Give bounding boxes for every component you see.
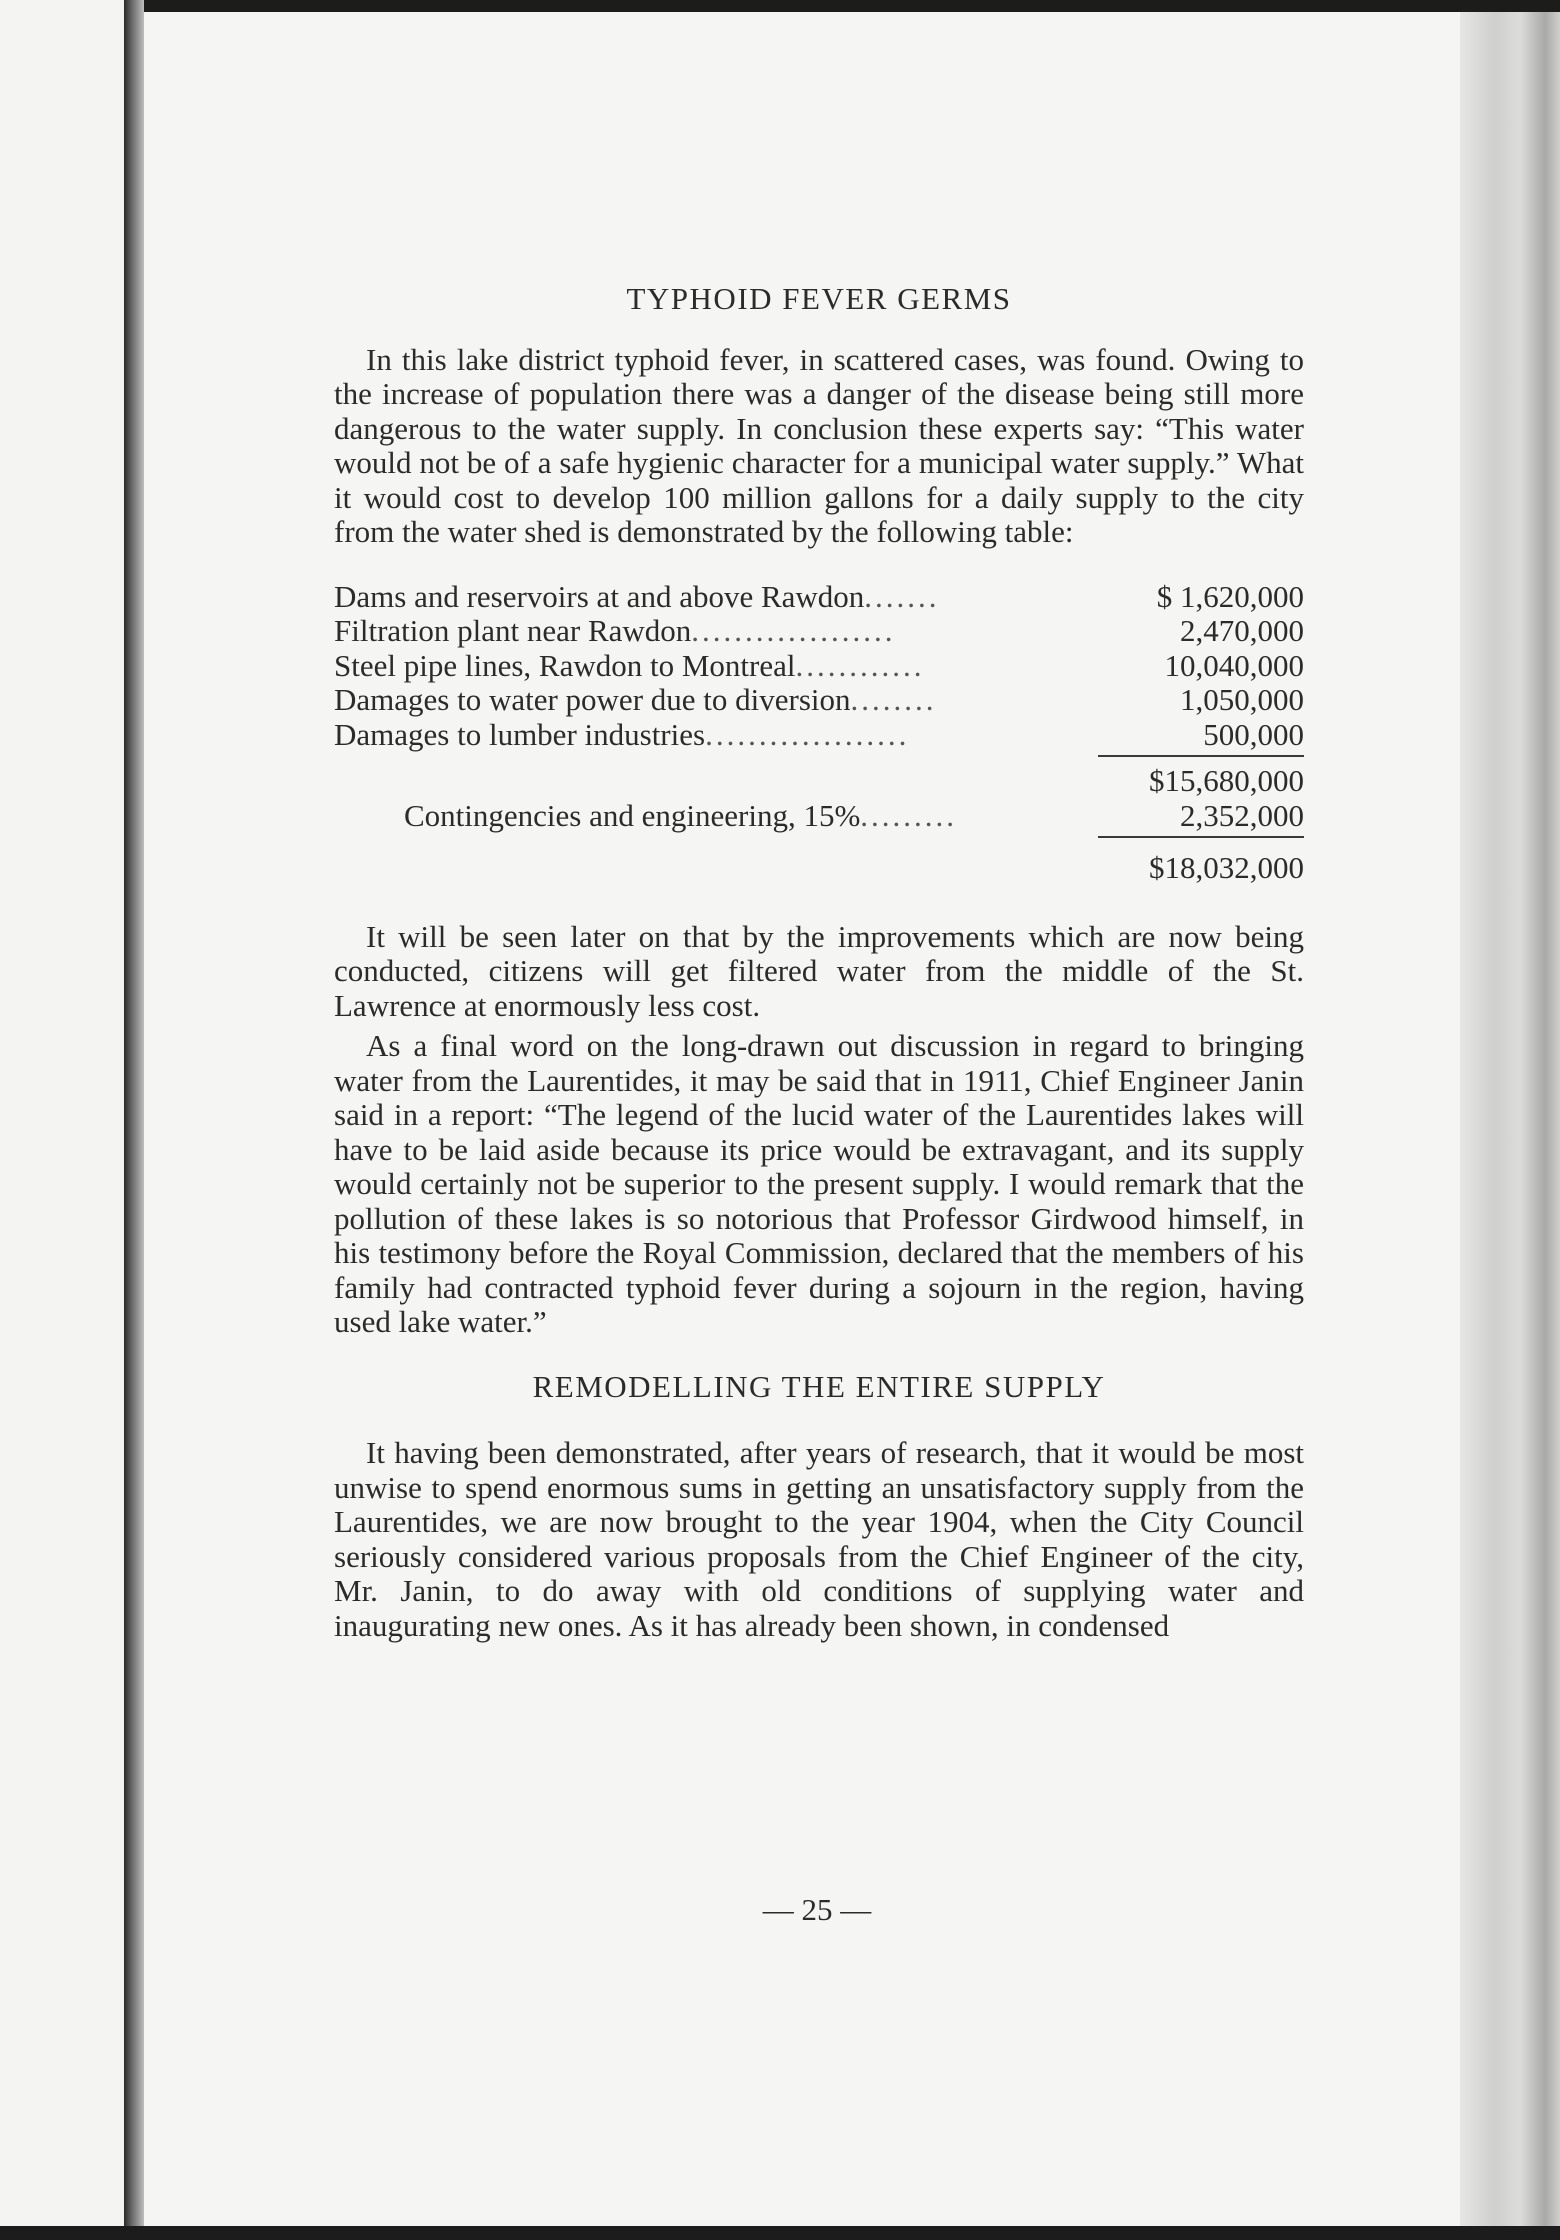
scan-top-border xyxy=(0,0,1560,12)
cost-item-label: Damages to water power due to diversion xyxy=(334,683,851,717)
leader-dots: ................... xyxy=(691,614,896,648)
cost-table xyxy=(334,580,1304,886)
subtotal-row xyxy=(334,764,1304,799)
contingencies-amount: 2,352,000 xyxy=(1180,797,1304,833)
cost-item-amount: 1,050,000 xyxy=(1180,682,1304,717)
cost-row xyxy=(334,614,1304,649)
section-heading-remodelling: REMODELLING THE ENTIRE SUPPLY xyxy=(532,1368,1106,1404)
cost-item-amount: 2,470,000 xyxy=(1180,613,1304,648)
subtotal-amount: $15,680,000 xyxy=(1149,763,1304,798)
leader-dots: ......... xyxy=(860,798,958,833)
cost-item-label: Dams and reservoirs at and above Rawdon xyxy=(334,579,865,614)
section-heading-typhoid: TYPHOID FEVER GERMS xyxy=(626,281,1012,316)
total-row xyxy=(334,851,1304,886)
total-rule-row xyxy=(334,833,1304,841)
page-number: — 25 — xyxy=(762,1892,872,1927)
cost-item-label: Steel pipe lines, Rawdon to Montreal xyxy=(334,648,796,683)
page-content xyxy=(334,282,1304,1643)
contingencies-row xyxy=(334,799,1304,834)
contingencies-label: Contingencies and engineering, 15% xyxy=(404,798,861,833)
leader-dots: ....... xyxy=(864,579,940,614)
leader-dots: ........ xyxy=(850,683,937,717)
total-amount: $18,032,000 xyxy=(1149,850,1304,885)
cost-item-amount: 500,000 xyxy=(1203,716,1304,752)
subtotal-rule-row xyxy=(334,752,1304,760)
cost-item-amount: $ 1,620,000 xyxy=(1156,578,1304,614)
total-rule xyxy=(1098,836,1304,838)
leader-dots: ................... xyxy=(705,717,910,752)
cost-item-amount: 10,040,000 xyxy=(1164,647,1304,683)
cost-row xyxy=(334,718,1304,753)
paragraph-improvements: It will be seen later on that by the improvements which are now being conducted, citizens will get filtered water from the middle of the St. Lawrence at enormously less cost. xyxy=(334,918,1304,1023)
cost-row xyxy=(334,580,1304,615)
scan-bottom-border xyxy=(0,2226,1560,2240)
leader-dots: ............ xyxy=(795,648,925,683)
facing-page-edge xyxy=(0,0,124,2240)
cost-item-label: Damages to lumber industries xyxy=(334,717,706,752)
paragraph-final-word: As a final word on the long-drawn out discussion in regard to bringing water from the Laurentides, it may be said that in 1911, Chief Engineer Janin said in a report: “The legend of the lucid water of the Laurentides lakes will have to be laid aside because its price would be extravagant, and its supply would certainly not be superior to the present supply. I would remark that the pollution of these lakes is so notorious that Professor Girdwood himself, in his testimony before the Royal Commission, declared that the members of his family had contracted typhoid fever during a sojourn in the region, having used lake water.” xyxy=(334,1028,1304,1339)
cost-item-label: Filtration plant near Rawdon xyxy=(334,614,692,648)
cost-row xyxy=(334,683,1304,718)
cost-row xyxy=(334,649,1304,684)
subtotal-rule xyxy=(1098,755,1304,757)
book-gutter xyxy=(124,0,144,2240)
paragraph-remodelling: It having been demonstrated, after years of research, that it would be most unwise to spend enormous sums in getting an unsatisfactory supply from the Laurentides, we are now brought to the year 1904, when the City Council seriously considered various proposals from the Chief Engineer of the city, Mr. Janin, to do away with old conditions of supplying water and inaugurating new ones. As it has already been shown, in condensed xyxy=(334,1435,1304,1643)
paragraph-typhoid: In this lake district typhoid fever, in scattered cases, was found. Owing to the increase of population there was a danger of the disease being still more dangerous to the water supply. In conclusion these experts say: “This water would not be of a safe hygienic character for a municipal water supply.” What it would cost to develop 100 million gallons for a daily supply to the city from the water shed is demonstrated by the following table: xyxy=(334,341,1304,549)
